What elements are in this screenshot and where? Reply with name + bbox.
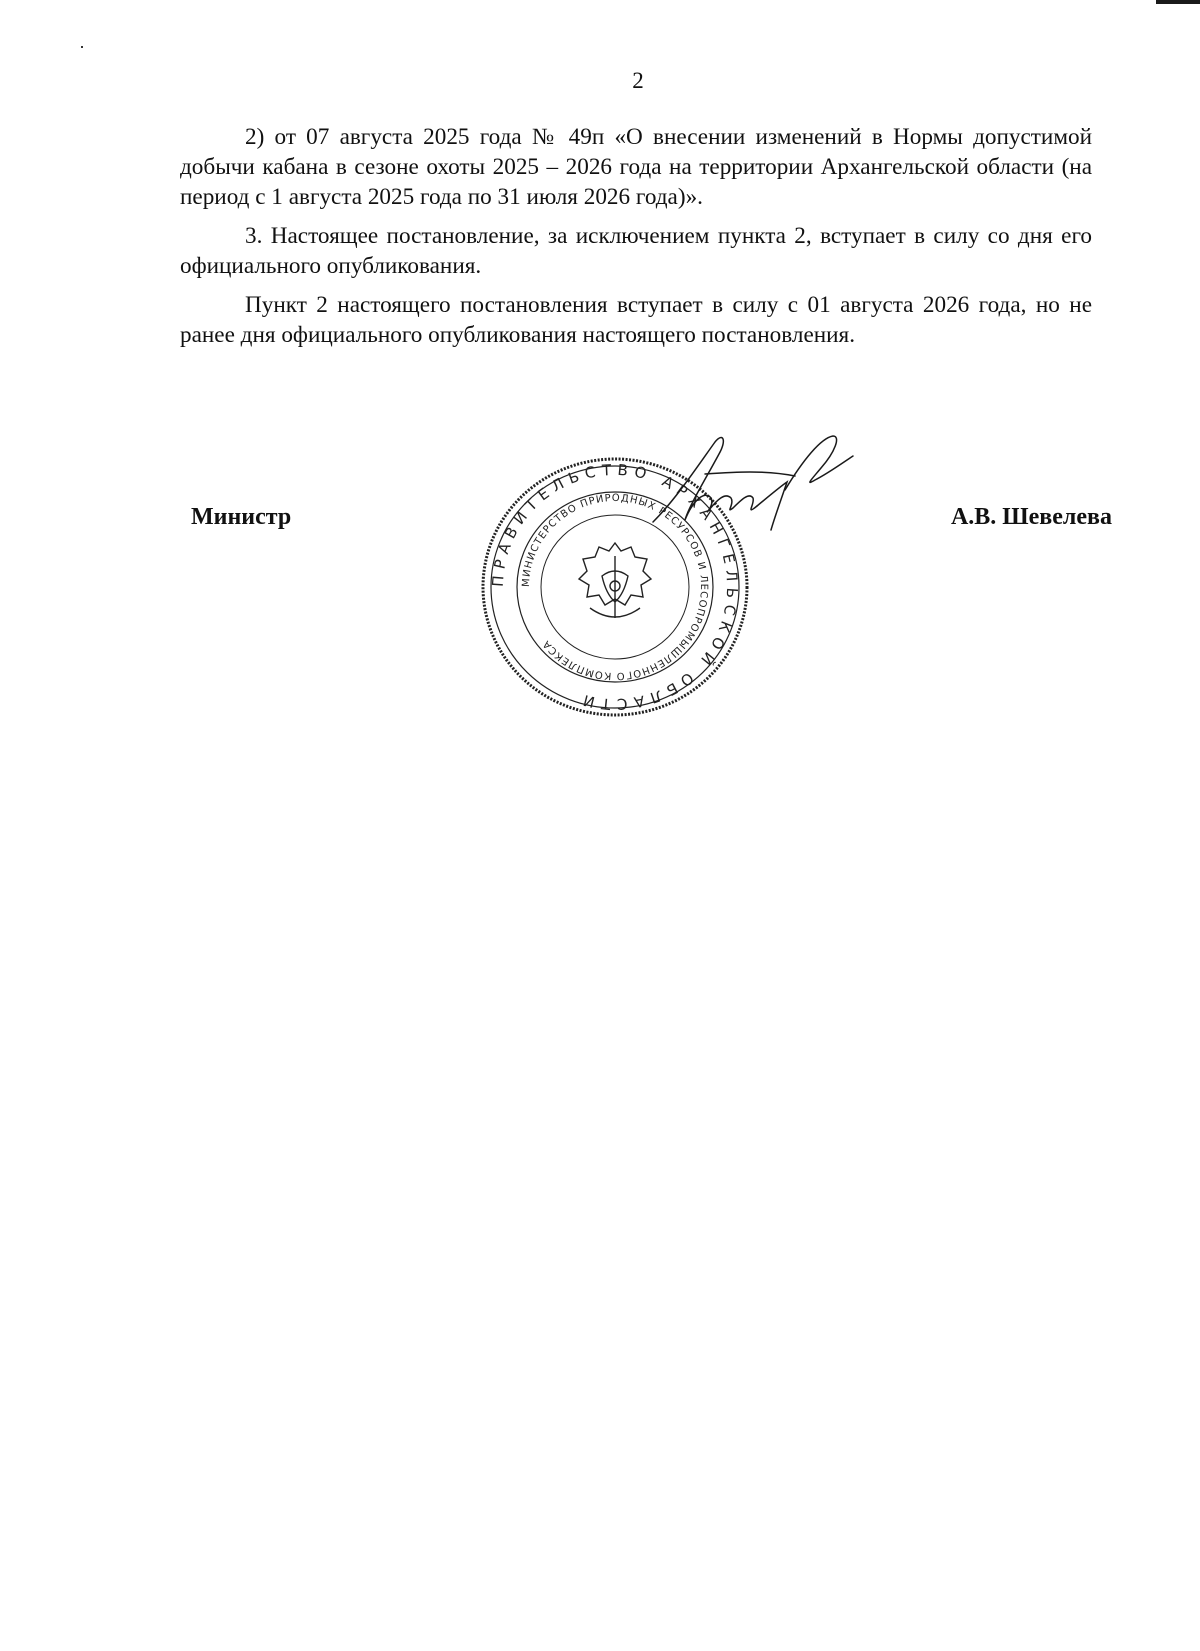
coat-of-arms-icon (579, 543, 651, 618)
document-body (180, 122, 1092, 359)
handwritten-signature (645, 430, 885, 550)
paragraph-effective-date: Пункт 2 настоящего постановления вступает в силу с 01 августа 2026 года, но не ранее дня официального опубликования настоящего постановления. (180, 292, 1092, 348)
signatory-title: Министр (191, 504, 292, 530)
seal-outer-text: ПРАВИТЕЛЬСТВО АРХАНГЕЛЬСКОЙ ОБЛАСТИ (488, 460, 742, 714)
paragraph-item-2: 2) от 07 августа 2025 года № 49п «О внесении изменений в Нормы допустимой добычи кабана в сезоне охоты 2025 – 2026 года на территории Архангельской области (на период с 1 августа 2025 года по 31 июля 2026 года)». (180, 124, 1092, 210)
scan-corner-mark (1156, 0, 1200, 4)
paragraph-clause-3: 3. Настоящее постановление, за исключением пункта 2, вступает в силу со дня его официального опубликования. (180, 223, 1092, 279)
seal-inner-text: МИНИСТЕРСТВО ПРИРОДНЫХ РЕСУРСОВ И ЛЕСОПРОМЫШЛЕННОГО КОМПЛЕКСА (520, 492, 710, 682)
signatory-name: А.В. Шевелева (950, 504, 1112, 530)
page-number: 2 (632, 68, 644, 93)
scan-speck (81, 46, 83, 48)
